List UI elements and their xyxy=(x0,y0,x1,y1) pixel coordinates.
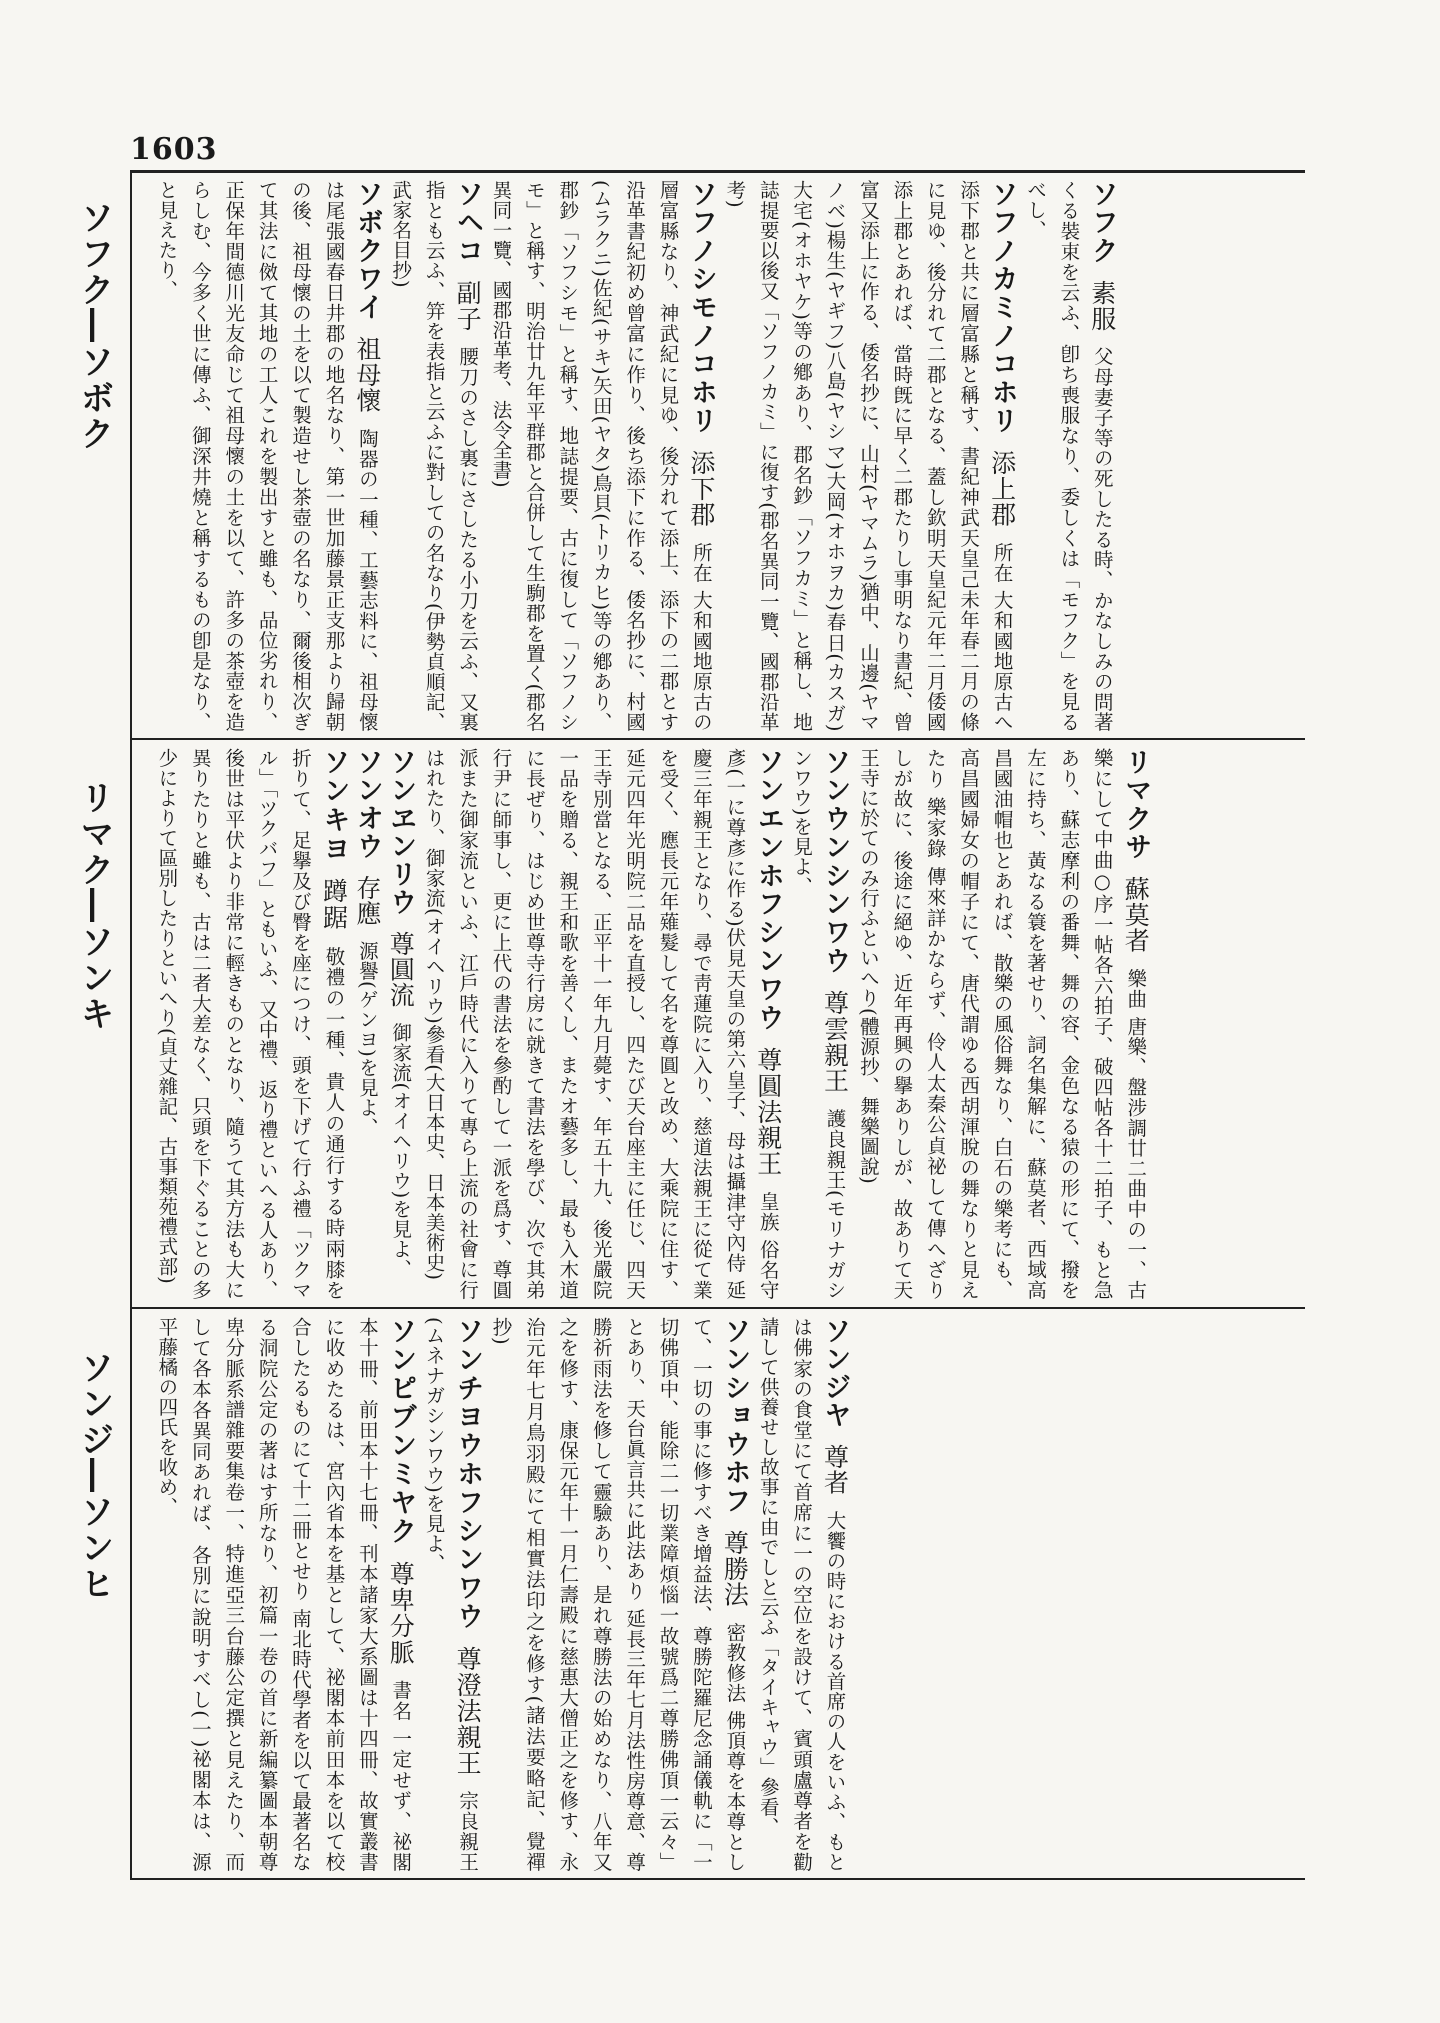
entry xyxy=(489,180,717,732)
entry-headword: ソフノシモノコホリ xyxy=(685,180,717,435)
entry-headword: ソンチヨウホフシンワウ xyxy=(452,1317,484,1631)
entry-headword: ソンショウホフ xyxy=(719,1317,751,1515)
entry xyxy=(422,1317,484,1872)
entry-kanji: 蹲踞 xyxy=(319,878,349,932)
top-rule xyxy=(130,170,1305,173)
tier-2-text xyxy=(150,748,1152,1300)
entry-headword: ソンピブンミヤク xyxy=(385,1317,417,1546)
entry xyxy=(155,1317,417,1872)
entry-text: 書名 一定せず、祕閣本十冊、前田本十七冊、刊本諸家大系圖は十四冊、故實叢書に收めたるは、宮內省本を基として、祕閣本前田本を以て校合したるものにて十二冊とせり 南北時代學者を以て最著名なる洞院公定の著はす所なり、初篇一卷の首に新編纂圖本朝尊卑分脈系譜雜要集卷一、特進亞三台藤公定撰と見えたり、而して各本各異同あれば、各別に說明すべし(一)祕閣本は、源平藤橘の四氏を收め、 xyxy=(155,1317,413,1872)
entry-text: 陶器の一種、工藝志料に、祖母懷は尾張國春日井郡の地名なり、第一世加藤景正支那より歸朝の後、祖母懷の土を以て製造せし茶壺の名なり、爾後相次ぎて其法に傚て其地の工人これを製出すと雖も、品位劣れり、正保年間德川光友命じて祖母懷の土を以て、許多の茶壺を造らしむ、今多く世に傳ふ、御深井燒と稱するもの卽是なり、と見えたり、 xyxy=(155,180,379,732)
entry xyxy=(389,180,484,732)
entry-headword: リマクサ xyxy=(1120,748,1152,862)
entry xyxy=(155,748,350,1300)
entry xyxy=(723,180,1018,732)
entry-headword: ソフク xyxy=(1086,180,1118,265)
entry xyxy=(351,748,383,1138)
entry-kanji: 素服 xyxy=(1087,279,1117,332)
running-head-tier2: リマク―ソンキ xyxy=(74,780,114,1032)
entry-kanji: 尊雲親王 xyxy=(820,990,850,1094)
entry xyxy=(385,748,417,1279)
entry xyxy=(856,748,1152,1300)
entry-text: 源譽(ゲンヨ)を見よ、 xyxy=(355,941,379,1138)
entry-kanji: 尊勝法 xyxy=(720,1529,750,1608)
entry-kanji: 尊卑分脈 xyxy=(386,1560,416,1666)
entry-headword: ソンジヤ xyxy=(819,1317,851,1430)
entry-text: 護良親王(モリナガシンワウ)を見よ、 xyxy=(790,748,847,1300)
entry-kanji: 添上郡 xyxy=(987,449,1017,528)
tier-3-text xyxy=(150,1317,852,1872)
tier-divider-2 xyxy=(130,1307,1305,1309)
entry xyxy=(422,748,784,1300)
entry-kanji: 尊者 xyxy=(820,1444,850,1496)
tier-divider-1 xyxy=(130,738,1305,740)
entry-text: 腰刀のさし裏にさしたる小刀を云ふ、又裏指とも云ふ、笄を表指と云ふに對しての名なり(伊勢貞順記、武家名目抄) xyxy=(389,180,480,732)
entry-headword: ソンウンシンワウ xyxy=(819,748,851,976)
entry-headword: ソンヱンリウ xyxy=(385,748,417,916)
running-head-tier3: ソンジ―ソンヒ xyxy=(74,1350,114,1602)
entry-headword: ソボクワイ xyxy=(351,180,383,322)
entry-headword: ソフノカミノコホリ xyxy=(986,180,1018,435)
entry-headword: ソンエンホフシンワウ xyxy=(752,748,784,1032)
entry-headword: ソンキヨ xyxy=(318,748,350,864)
entry-text: 大饗の時における首席の人をいふ、もとは佛家の食堂にて首席に一の空位を設けて、賓頭盧尊者を勸請して供養せし故事に由でしと云ふ「タイキャウ」參看、 xyxy=(756,1317,847,1872)
entry-text: 樂曲 唐樂、盤涉調廿二曲中の一、古樂にして中曲○序一帖各六拍子、破四帖各十二拍子、もと急あり、蘇志摩利の番舞、舞の容、金色なる猿の形にて、撥を左に持ち、黃なる簑を著せり、詞名集解に、蘇莫者、西域高昌國油帽也とあれば、散樂の風俗舞なり、白石の樂考にも、高昌國婦女の帽子にて、唐代謂ゆる西胡渾脫の舞なりと見えたり 樂家錄 傳來詳かならず、伶人太秦公貞祕して傳へざりしが故に、後途に絕ゆ、近年再興の擧ありしが、故ありて天王寺に於てのみ行ふといへり(體源抄、舞樂圖說) xyxy=(856,748,1148,1300)
tier-1 xyxy=(150,180,1290,732)
running-head-tier1: ソフク―ソボク xyxy=(74,200,114,452)
entry-kanji: 尊圓流 xyxy=(386,931,416,1008)
entry-text: 敬禮の一種、貴人の通行する時兩膝を折りて、足擧及び臀を座につけ、頭を下げて行ふ禮「ツクマル」「ツクバフ」ともいふ、又中禮、返り禮といへる人あり、後世は平伏より非常に輕きものとなり、隨うて其方法も大に異りたりと雖も、古は二者大差なく、只頭を下ぐることの多少によりて區別したりといへり(貞丈雜記、古事類苑禮式部) xyxy=(155,748,346,1300)
entry xyxy=(790,748,851,1300)
entry-headword: ソンオウ xyxy=(351,748,383,860)
tier-1-text xyxy=(150,180,1119,732)
bottom-rule xyxy=(130,1878,1305,1880)
entry-text: 父母妻子等の死したる時、かなしみの問著くる裝束を云ふ、卽ち喪服なり、委しくは「モフク」を見るべし、 xyxy=(1023,180,1114,732)
entry-text: 皇族 俗名守彥(一に尊彥に作る)伏見天皇の第六皇子、母は攝津守內侍 延慶三年親王となり、尋で靑蓮院に入り、慈道法親王に從て業を受く、應長元年薙髮して名を尊圓と改め、大乘院に住す、延元四年光明院二品を直授し、四たび天台座主に任じ、四天王寺別當となる、正平十一年九月薨す、年五十九、後光嚴院一品を贈る、親王和歌を善くし、またオ藝多し、最も入木道に長ぜり、はじめ世尊寺行房に就きて書法を學び、次で其弟行尹に師事し、更に上代の書法を參酌して一派を爲す、尊圓派また御家流といふ、江戶時代に入りて專ら上流の社會に行はれたり、御家流(オイヘリウ)參看(大日本史、日本美術史) xyxy=(422,748,780,1300)
entry-headword: ソヘコ xyxy=(452,180,484,265)
entry xyxy=(1023,180,1118,732)
tier-3 xyxy=(150,1317,1290,1872)
entry xyxy=(155,180,383,732)
entry-text: 宗良親王(ムネナガシンワウ)を見よ、 xyxy=(422,1317,480,1872)
entry-text: 所在 大和國地原古へ添下郡と共に層富縣と稱す、書紀神武天皇己未年春二月の條に見ゆ、後分れて二郡となる、蓋し欽明天皇紀元年二月倭國添上郡とあれば、當時旣に早く二郡たりし事明なり書紀、曾富又添上に作る、倭名抄に、山村(ヤマムラ)猶中、山邊(ヤマノベ)楊生(ヤギフ)八島(ヤシマ)大岡(オホヲカ)春日(カスガ)大宅(オホヤケ)等の鄕あり、郡名鈔「ソフカミ」と稱し、地誌提要以後又「ソフノカミ」に復す(郡名異同一覽、國郡沿革考) xyxy=(723,180,1014,732)
tier-2 xyxy=(150,748,1290,1300)
page-number: 1603 xyxy=(130,132,218,167)
entry-text: 密教修法 佛頂尊を本尊として、一切の事に修すべき增益法、尊勝陀羅尼念誦儀軌に「一切佛頂中、能除二一切業障煩惱一故號爲二尊勝佛頂一云々」とあり、天台眞言共に此法あり 延長三年七月法性房尊意、尊勝祈雨法を修して靈驗あり、是れ尊勝法の始めなり、八年又之を修す、康保元年十一月仁壽殿に慈惠大僧正之を修す、永治元年七月鳥羽殿にて相實法印之を修す(諸法要略記、覺禪抄) xyxy=(489,1317,747,1872)
entry-kanji: 祖母懷 xyxy=(352,336,382,414)
entry-kanji: 副子 xyxy=(453,279,483,332)
entry xyxy=(489,1317,751,1872)
entry-kanji: 尊圓法親王 xyxy=(753,1046,783,1177)
entry-text: 御家流(オイヘリウ)を見よ、 xyxy=(389,1022,413,1279)
entry-kanji: 添下郡 xyxy=(686,449,716,528)
entry-kanji: 存應 xyxy=(352,875,382,926)
entry-text: 所在 大和國地原古の層富縣なり、神武紀に見ゆ、後分れて添上、添下の二郡とす沿革書紀初め曾富に作り、後ち添下に作る、倭名抄に、村國(ムラクニ)佐紀(サキ)矢田(ヤタ)鳥貝(トリカヒ)等の鄕あり、郡鈔「ソフシモ」と稱す、地誌提要、古に復して「ソフノシモ」と稱す、明治廿九年平群郡と合併して生駒郡を置く(郡名異同一覽、國郡沿革考、法令全書) xyxy=(489,180,713,732)
entry-kanji: 蘇莫者 xyxy=(1121,876,1151,954)
left-border-rule xyxy=(130,170,132,1880)
entry-kanji: 尊澄法親王 xyxy=(453,1645,483,1776)
entry xyxy=(756,1317,851,1872)
